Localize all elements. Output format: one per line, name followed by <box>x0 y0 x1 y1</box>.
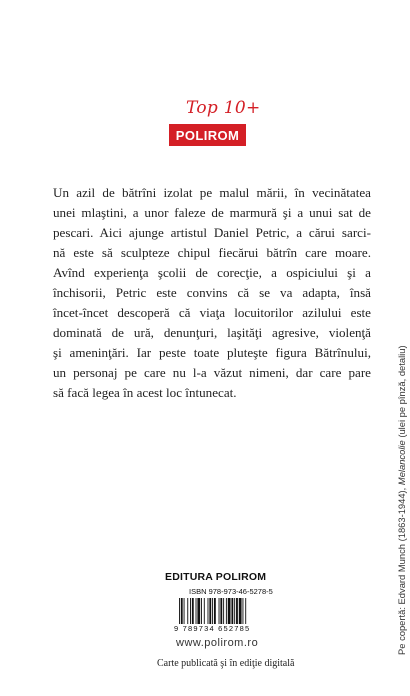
blurb-line: Avînd experienţa şcolii de corecţie, a ospiciului şi a <box>53 265 371 280</box>
isbn-text: ISBN 978-973-46-5278-5 <box>189 587 273 596</box>
barcode <box>179 598 271 624</box>
blurb-line: pescari. Aici ajunge artistul Daniel Petric, a cărui sarci- <box>53 225 371 240</box>
blurb-line: Un azil de bătrîni izolat pe malul mării, în vecinătatea <box>53 185 371 200</box>
back-cover-blurb <box>53 183 371 403</box>
digital-edition-note: Carte publicată şi în ediţie digitală <box>157 658 295 669</box>
publisher-website: www.polirom.ro <box>176 637 259 649</box>
publisher-badge <box>169 124 246 146</box>
blurb-line: unei mlaştini, a unor faleze de marmură şi a unui sat de <box>53 205 371 220</box>
blurb-line: să facă legea în acest loc întunecat. <box>53 385 237 400</box>
blurb-line: încet-încet descoperă că viaţa locuitorilor azilului este <box>53 305 371 320</box>
blurb-line: un personaj pe care nu l-a văzut nimeni, dar care pare <box>53 365 371 380</box>
blurb-line: închisorii, Petric este convins că se va adapta, însă <box>53 285 371 300</box>
publisher-badge-label: POLIROM <box>175 127 240 143</box>
credit-suffix: (ulei pe pînză, detaliu) <box>396 345 407 441</box>
blurb-line: dominată de ură, denunţuri, laşităţi agresive, violenţă <box>53 325 371 340</box>
blurb-line: nă este să sculpteze chipul fiecărui bătrîn care moare. <box>53 245 371 260</box>
credit-prefix: Pe copertă: Edvard Munch (1863-1944), <box>396 485 407 655</box>
series-logo: Top 10+ <box>186 98 261 118</box>
cover-art-credit <box>396 345 407 655</box>
barcode-digits: 9 789734 652785 <box>174 624 251 633</box>
credit-work-title: Melancolie <box>396 440 407 486</box>
blurb-line: şi ameninţări. Iar peste toate pluteşte figura Bătrînului, <box>53 345 371 360</box>
publisher-imprint: EDITURA POLIROM <box>165 571 267 583</box>
